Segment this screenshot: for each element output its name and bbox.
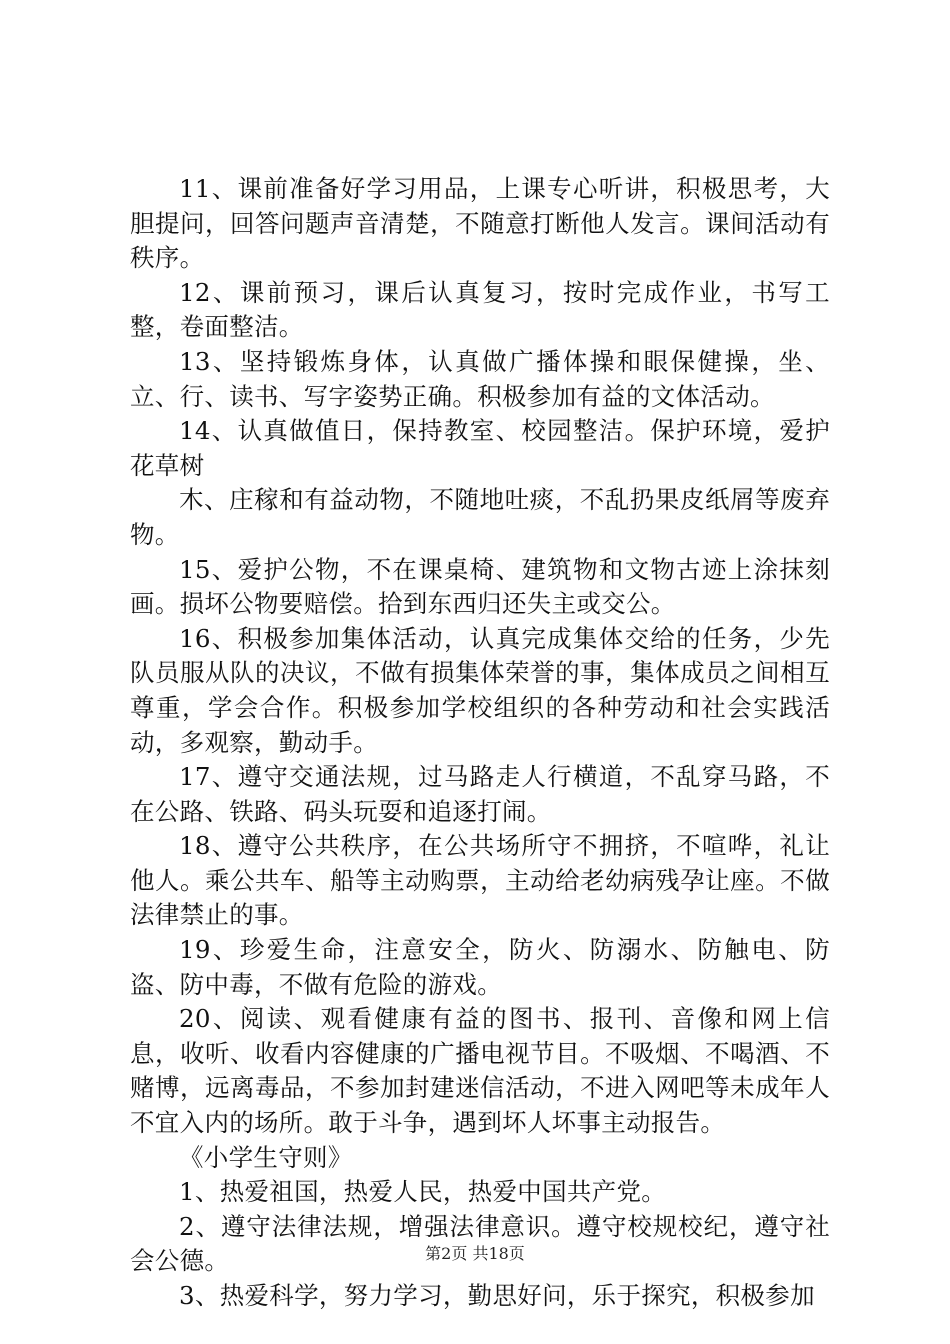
paragraph-rule-18: 18、遵守公共秩序，在公共场所守不拥挤，不喧哗，礼让他人。乘公共车、船等主动购票，主动给老幼病残孕让座。不做法律禁止的事。 <box>130 831 830 930</box>
paragraph-rule-14-continued: 木、庄稼和有益动物，不随地吐痰，不乱扔果皮纸屑等废弃物。 <box>130 485 830 549</box>
paragraph-rule-12: 12、课前预习，课后认真复习，按时完成作业，书写工整，卷面整洁。 <box>130 277 830 342</box>
paragraph-rule-19: 19、珍爱生命，注意安全，防火、防溺水、防触电、防盗、防中毒，不做有危险的游戏。 <box>130 935 830 999</box>
paragraph-rule-14: 14、认真做值日，保持教室、校园整洁。保护环境，爱护花草树 <box>130 416 830 480</box>
paragraph-rule-15: 15、爱护公物，不在课桌椅、建筑物和文物古迹上涂抹刻画。损坏公物要赔偿。拾到东西归还失主或交公。 <box>130 554 830 619</box>
paragraph-code-3: 3、热爱科学，努力学习，勤思好问，乐于探究，积极参加 <box>179 1281 815 1310</box>
paragraph-rule-16: 16、积极参加集体活动，认真完成集体交给的任务，少先队员服从队的决议，不做有损集体荣誉的事，集体成员之间相互尊重，学会合作。积极参加学校组织的各种劳动和社会实践活动，多观察，勤动手。 <box>130 623 830 757</box>
document-body <box>130 172 830 1314</box>
paragraph-rule-17: 17、遵守交通法规，过马路走人行横道，不乱穿马路，不在公路、铁路、码头玩耍和追逐打闹。 <box>130 762 830 826</box>
paragraph-rule-13: 13、坚持锻炼身体，认真做广播体操和眼保健操，坐、立、行、读书、写字姿势正确。积极参加有益的文体活动。 <box>130 346 830 411</box>
paragraph-code-2: 2、遵守法律法规，增强法律意识。遵守校规校纪，遵守社会公德。 <box>130 1211 830 1276</box>
page-number-footer: 第2页 共18页 <box>425 1244 525 1263</box>
section-heading-pupil-code: 《小学生守则》 <box>179 1142 353 1172</box>
paragraph-code-1: 1、热爱祖国，热爱人民，热爱中国共产党。 <box>179 1177 667 1207</box>
paragraph-rule-11: 11、课前准备好学习用品，上课专心听讲，积极思考，大胆提问，回答问题声音清楚，不随意打断他人发言。课间活动有秩序。 <box>130 174 830 273</box>
paragraph-rule-20: 20、阅读、观看健康有益的图书、报刊、音像和网上信息，收听、收看内容健康的广播电视节目。不吸烟、不喝酒、不赌博，远离毒品，不参加封建迷信活动，不进入网吧等未成年人不宜入内的场所。敢于斗争，遇到坏人坏事主动报告。 <box>130 1004 830 1138</box>
